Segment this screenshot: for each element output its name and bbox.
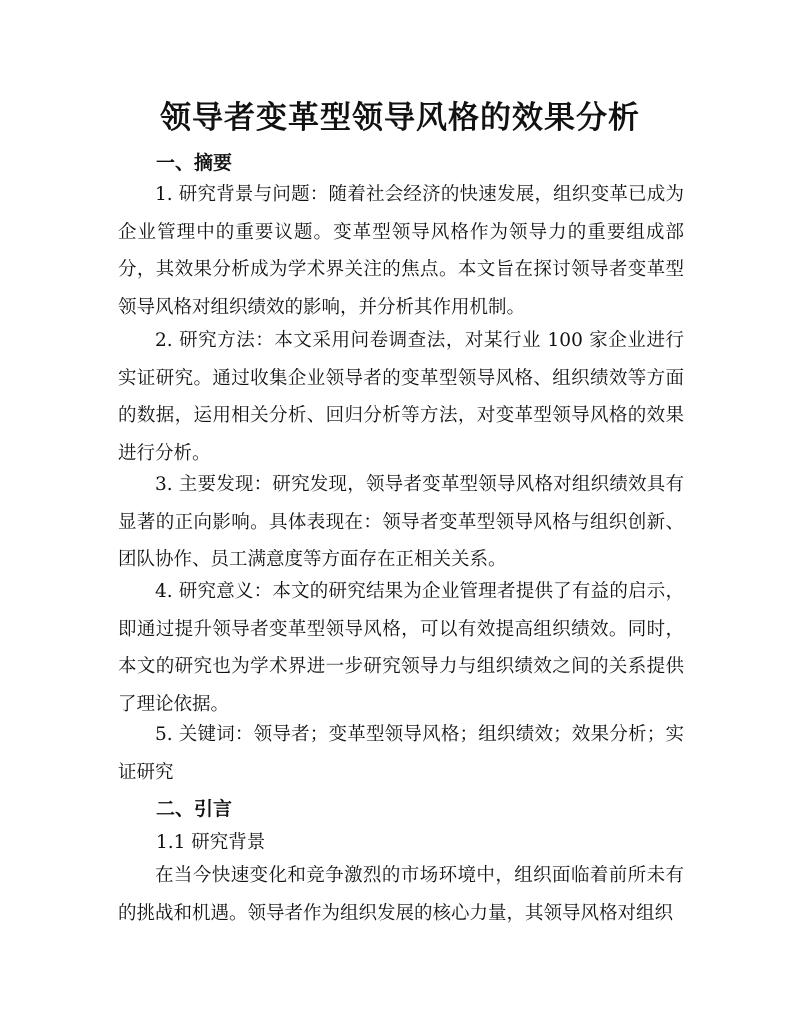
section-heading-introduction: 二、引言: [156, 798, 233, 820]
subsection-heading-background: 1.1 研究背景: [156, 832, 266, 853]
abstract-paragraph-method: 2. 研究方法：本文采用问卷调查法，对某行业 100 家企业进行实证研究。通过收集企业领导者的变革型领导风格、组织绩效等方面的数据，运用相关分析、回归分析等方法，对变革型领导风格的效果进行分析。: [118, 330, 684, 464]
abstract-paragraph-background: 1. 研究背景与问题：随着社会经济的快速发展，组织变革已成为企业管理中的重要议题。变革型领导风格作为领导力的重要组成部分，其效果分析成为学术界关注的焦点。本文旨在探讨领导者变革型领导风格对组织绩效的影响，并分析其作用机制。: [118, 184, 684, 318]
section-heading-abstract: 一、摘要: [156, 152, 233, 174]
introduction-paragraph: 在当今快速变化和竞争激烈的市场环境中，组织面临着前所未有的挑战和机遇。领导者作为组织发展的核心力量，其领导风格对组织: [118, 865, 684, 924]
abstract-paragraph-findings: 3. 主要发现：研究发现，领导者变革型领导风格对组织绩效具有显著的正向影响。具体表现在：领导者变革型领导风格与组织创新、团队协作、员工满意度等方面存在正相关关系。: [118, 474, 684, 570]
abstract-paragraph-keywords: 5. 关键词：领导者；变革型领导风格；组织绩效；效果分析；实证研究: [118, 724, 684, 783]
document-title: 领导者变革型领导风格的效果分析: [160, 100, 640, 136]
abstract-paragraph-significance: 4. 研究意义：本文的研究结果为企业管理者提供了有益的启示，即通过提升领导者变革型领导风格，可以有效提高组织绩效。同时，本文的研究也为学术界进一步研究领导力与组织绩效之间的关系提供了理论依据。: [118, 581, 684, 715]
